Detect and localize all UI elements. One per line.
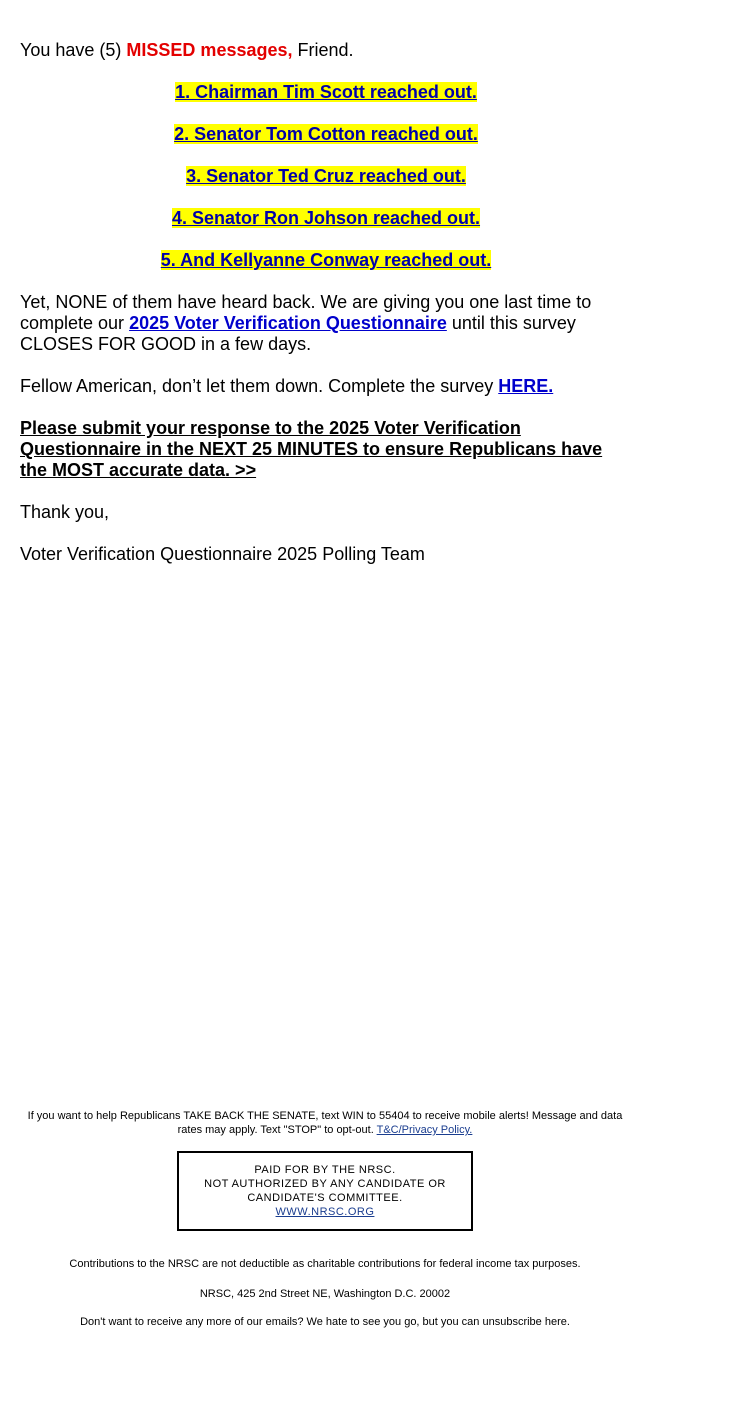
message-link-2[interactable]: 2. Senator Tom Cotton reached out.	[174, 124, 478, 144]
thank-you: Thank you,	[20, 502, 110, 522]
here-link[interactable]: HERE.	[498, 376, 554, 396]
message-link-3[interactable]: 3. Senator Ted Cruz reached out.	[186, 166, 466, 186]
cta-link[interactable]: Please submit your response to the 2025 Voter Verification Questionnaire in the NEXT 25 MINUTES to ensure Republicans have the MOST accurate data. >>	[20, 418, 603, 480]
sms-disclaimer	[20, 1109, 630, 1137]
paid-for-box	[177, 1151, 473, 1231]
missed-messages-text: MISSED messages,	[126, 40, 293, 60]
intro-friend-text: Friend.	[292, 40, 354, 60]
nrsc-website-link[interactable]: WWW.NRSC.ORG	[275, 1206, 375, 1218]
list-item	[20, 208, 632, 229]
mailing-address: NRSC, 425 2nd Street NE, Washington D.C. 20002	[199, 1288, 451, 1300]
email-body	[20, 40, 632, 586]
list-item	[20, 166, 632, 187]
intro-line	[20, 40, 632, 61]
cta-paragraph	[20, 418, 632, 481]
survey-paragraph-text: Yet, NONE of them have heard back. We are giving you one last time to complete our	[20, 292, 592, 333]
email-footer	[20, 1109, 630, 1329]
complete-survey-text: Fellow American, don’t let them down. Complete the survey	[20, 376, 499, 396]
message-link-4[interactable]: 4. Senator Ron Johson reached out.	[171, 208, 481, 228]
unsubscribe-text: Don't want to receive any more of our emails? We hate to see you go, but you can unsubscribe here.	[80, 1316, 570, 1328]
survey-paragraph	[20, 292, 632, 355]
contributions-disclaimer: Contributions to the NRSC are not deductible as charitable contributions for federal income tax purposes.	[69, 1258, 581, 1270]
signature: Voter Verification Questionnaire 2025 Polling Team	[20, 544, 425, 564]
not-authorized-line: NOT AUTHORIZED BY ANY CANDIDATE OR CANDIDATE'S COMMITTEE.	[204, 1178, 446, 1204]
message-link-1[interactable]: 1. Chairman Tim Scott reached out.	[175, 82, 477, 102]
sms-disclaimer-text: If you want to help Republicans TAKE BACK THE SENATE, text WIN to 55404 to receive mobile alerts! Message and data rates may apply. Text "STOP" to opt-out.	[27, 1110, 623, 1136]
paid-for-line: PAID FOR BY THE NRSC.	[254, 1164, 396, 1176]
intro-text: You have (5)	[20, 40, 127, 60]
complete-survey-paragraph	[20, 376, 632, 397]
privacy-policy-link[interactable]: T&C/Privacy Policy.	[376, 1124, 473, 1136]
message-link-5[interactable]: 5. And Kellyanne Conway reached out.	[160, 250, 492, 270]
questionnaire-link[interactable]: 2025 Voter Verification Questionnaire	[129, 313, 447, 333]
missed-messages-list	[20, 82, 632, 271]
list-item	[20, 82, 632, 103]
survey-paragraph-tail: until this survey CLOSES FOR GOOD in a few days.	[20, 313, 576, 354]
list-item	[20, 124, 632, 145]
list-item	[20, 250, 632, 271]
